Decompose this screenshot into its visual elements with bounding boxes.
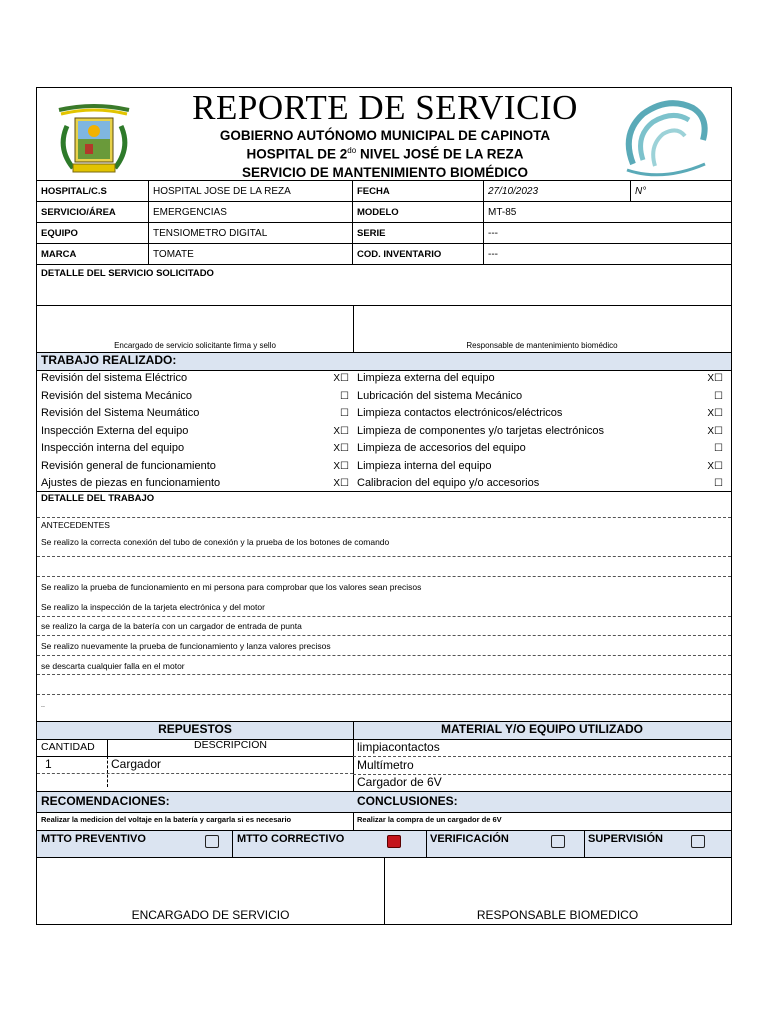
conclusiones-text: Realizar la compra de un cargador de 6V — [357, 815, 502, 824]
trabajo-item — [41, 458, 353, 475]
trabajo-item-checkbox[interactable]: X☐ — [707, 373, 723, 384]
inventario-value: --- — [484, 244, 732, 265]
hospital-logo-icon — [613, 94, 723, 182]
trabajo-item-checkbox[interactable]: ☐ — [714, 443, 723, 454]
material-item: Cargador de 6V — [357, 775, 442, 789]
inventario-label: COD. INVENTARIO — [353, 244, 484, 265]
detalle-dots: .. — [41, 702, 45, 709]
supervision-label: SUPERVISIÓN — [588, 833, 663, 845]
repuestos-label: REPUESTOS — [158, 722, 232, 736]
trabajo-item — [41, 423, 353, 440]
detalle-line: Se realizo la correcta conexión del tubo de conexión y la prueba de los botones de comando — [41, 537, 390, 547]
trabajo-item-label: Inspección Externa del equipo — [41, 424, 189, 437]
trabajo-item — [357, 475, 727, 492]
detalle-label: DETALLE DEL TRABAJO — [41, 493, 155, 504]
report-title: REPORTE DE SERVICIO — [192, 88, 578, 127]
modelo-value: MT-85 — [484, 202, 732, 223]
marca-value: TOMATE — [149, 244, 353, 265]
trabajo-item-label: Revisión del Sistema Neumático — [41, 407, 200, 419]
serie-label: SERIE — [353, 223, 484, 244]
equipo-value: TENSIOMETRO DIGITAL — [149, 223, 353, 244]
trabajo-item-label: Revisión del sistema Mecánico — [41, 389, 193, 402]
firma-encargado: ENCARGADO DE SERVICIO — [131, 908, 290, 922]
trabajo-item-checkbox[interactable]: X☐ — [333, 460, 349, 472]
department-name: SERVICIO DE MANTENIMIENTO BIOMÉDICO — [241, 165, 529, 180]
material-item: limpiacontactos — [357, 740, 440, 754]
verificacion-label: VERIFICACIÓN — [430, 833, 509, 845]
antecedentes-label: ANTECEDENTES — [41, 520, 110, 530]
descripcion-value: Cargador — [111, 757, 162, 771]
preventivo-checkbox[interactable] — [205, 833, 219, 851]
servicio-label: SERVICIO/ÁREA — [37, 202, 149, 223]
equipment-info-table — [36, 180, 732, 265]
trabajo-item-label: Limpieza interna del equipo — [357, 459, 492, 472]
equipo-label: EQUIPO — [37, 223, 149, 244]
trabajo-item-checkbox[interactable]: X☐ — [333, 425, 349, 437]
supervision-checkbox[interactable] — [691, 833, 705, 851]
recomendaciones-text: Realizar la medicion del voltaje en la batería y cargarla si es necesario — [41, 815, 292, 824]
trabajo-item-label: Limpieza de componentes y/o tarjetas electrónicos — [357, 424, 605, 437]
trabajo-item-label: Limpieza contactos electrónicos/eléctricos — [357, 407, 563, 419]
detalle-line: Se realizo la prueba de funcionamiento en mi persona para comprobar que los valores sean precisos — [41, 582, 422, 592]
trabajo-item-label: Lubricación del sistema Mecánico — [357, 389, 523, 402]
detalle-line: se descarta cualquier falla en el motor — [41, 661, 185, 671]
municipal-coat-of-arms-icon — [47, 98, 141, 184]
firma-responsable: RESPONSABLE BIOMEDICO — [476, 908, 639, 922]
trabajo-item-label: Calibracion del equipo y/o accesorios — [357, 477, 540, 489]
recomendaciones-label: RECOMENDACIONES: — [41, 794, 170, 808]
detalle-line: Se realizo nuevamente la prueba de funcionamiento y lanza valores precisos — [41, 641, 331, 651]
trabajo-item — [357, 388, 727, 405]
trabajo-item — [41, 475, 353, 492]
trabajo-item-label: Limpieza de accesorios del equipo — [357, 442, 526, 454]
detalle-line: Se realizo la inspección de la tarjeta electrónica y del motor — [41, 602, 265, 612]
trabajo-item-checkbox[interactable]: X☐ — [707, 408, 723, 419]
encargado-solicitante: Encargado de servicio solicitante firma y sello — [114, 341, 276, 350]
trabajo-item-checkbox[interactable]: X☐ — [707, 460, 723, 472]
trabajo-label: TRABAJO REALIZADO: — [41, 353, 177, 367]
material-item: Multímetro — [357, 757, 414, 772]
trabajo-item — [357, 440, 727, 457]
material-label: MATERIAL Y/O EQUIPO UTILIZADO — [440, 722, 643, 736]
trabajo-item-label: Revisión del sistema Eléctrico — [41, 372, 188, 384]
trabajo-item — [357, 405, 727, 422]
trabajo-item-checkbox[interactable]: X☐ — [333, 478, 349, 489]
hospital-name: HOSPITAL DE $2^{do}$ NIVEL JOSÉ DE LA REZA — [246, 146, 524, 162]
trabajo-item — [357, 370, 727, 387]
conclusiones-label: CONCLUSIONES: — [357, 794, 458, 808]
trabajo-item-label: Inspección interna del equipo — [41, 442, 185, 454]
servicio-value: EMERGENCIAS — [149, 202, 353, 223]
verificacion-checkbox[interactable] — [551, 833, 565, 851]
correctivo-label: MTTO CORRECTIVO — [237, 833, 345, 845]
marca-label: MARCA — [37, 244, 149, 265]
numero-label: N° — [631, 181, 732, 202]
service-report-form — [36, 87, 732, 925]
responsable-mantenimiento: Responsable de mantenimiento biomédico — [466, 341, 618, 350]
fecha-label: FECHA — [353, 181, 484, 202]
trabajo-item — [41, 370, 353, 387]
correctivo-checkbox[interactable] — [387, 833, 401, 851]
trabajo-item — [357, 423, 727, 440]
hospital-label: HOSPITAL/C.S — [37, 181, 149, 202]
trabajo-item-checkbox[interactable]: X☐ — [333, 443, 349, 454]
descripcion-label: DESCRIPCIÓN — [107, 739, 353, 756]
preventivo-label: MTTO PREVENTIVO — [41, 833, 146, 845]
trabajo-item-checkbox[interactable]: X☐ — [707, 425, 723, 437]
detalle-line: se realizo la carga de la batería con un cargador de entrada de punta — [41, 621, 302, 631]
trabajo-item-checkbox[interactable]: X☐ — [333, 373, 349, 384]
trabajo-item-checkbox[interactable]: ☐ — [340, 390, 349, 402]
trabajo-item-checkbox[interactable]: ☐ — [340, 408, 349, 419]
modelo-label: MODELO — [353, 202, 484, 223]
trabajo-item — [357, 458, 727, 475]
trabajo-item-label: Limpieza externa del equipo — [357, 372, 495, 384]
cantidad-label: CANTIDAD — [41, 741, 95, 753]
trabajo-item-checkbox[interactable]: ☐ — [714, 390, 723, 402]
cantidad-value: 1 — [45, 757, 52, 771]
trabajo-item-label: Ajustes de piezas en funcionamiento — [41, 477, 221, 489]
solicitud-label: DETALLE DEL SERVICIO SOLICITADO — [41, 268, 214, 279]
trabajo-item-label: Revisión general de funcionamiento — [41, 459, 216, 472]
government-name: GOBIERNO AUTÓNOMO MUNICIPAL DE CAPINOTA — [219, 128, 551, 143]
trabajo-item — [41, 388, 353, 405]
trabajo-item — [41, 405, 353, 422]
serie-value: --- — [484, 223, 732, 244]
trabajo-item-checkbox[interactable]: ☐ — [714, 478, 723, 489]
trabajo-item — [41, 440, 353, 457]
fecha-value: 27/10/2023 — [484, 181, 631, 202]
hospital-value: HOSPITAL JOSE DE LA REZA — [149, 181, 353, 202]
